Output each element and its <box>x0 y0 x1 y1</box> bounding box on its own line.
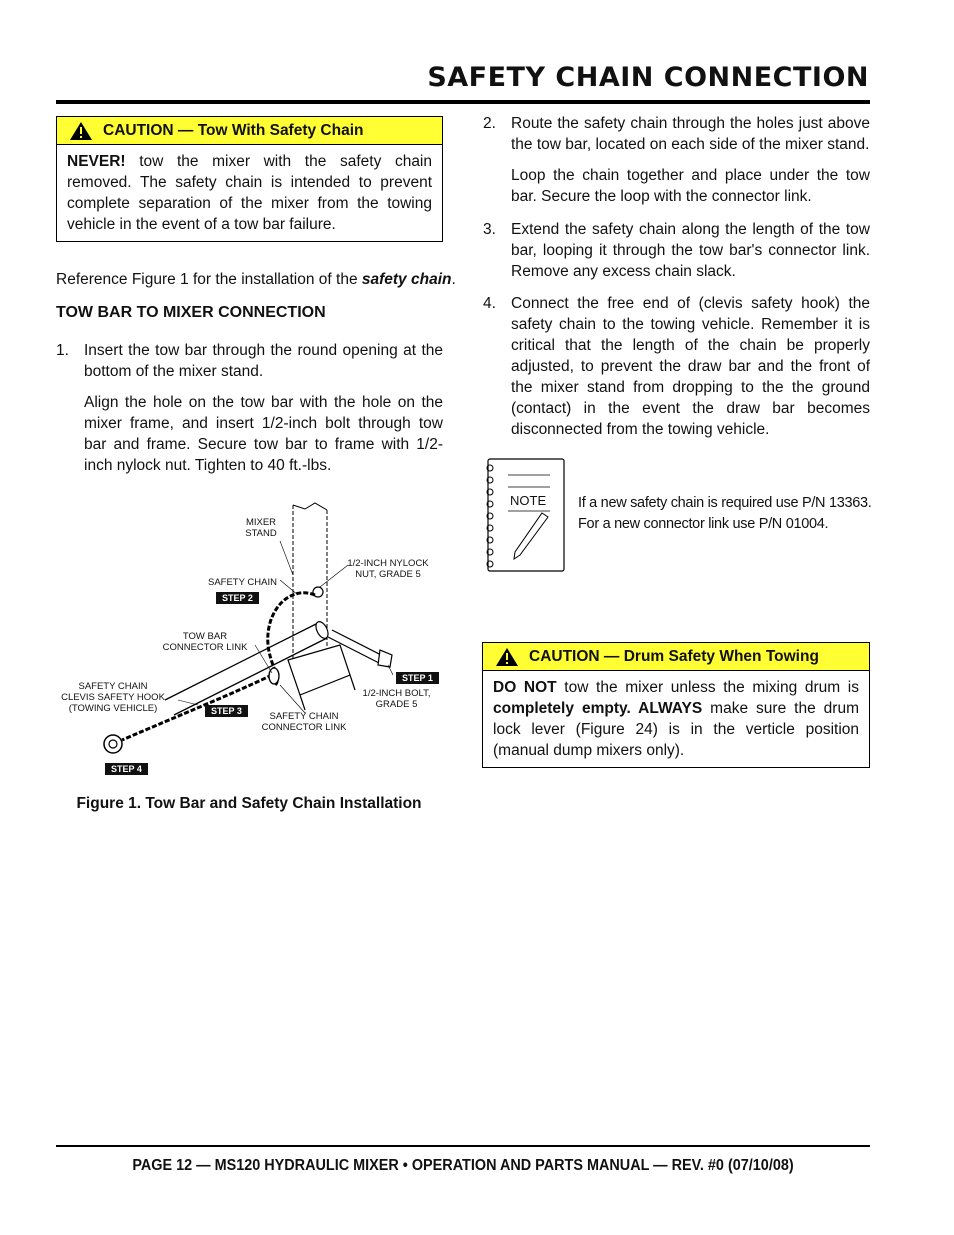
label-clevis-hook <box>52 681 174 714</box>
note-text <box>578 493 872 535</box>
label-line: TOW BAR <box>182 631 228 642</box>
label-connector-link <box>254 711 354 733</box>
figure-1 <box>50 495 450 785</box>
section-heading: TOW BAR TO MIXER CONNECTION <box>56 304 326 321</box>
label-safety-chain <box>200 577 285 588</box>
label-line: STAND <box>245 528 277 539</box>
label-line: CONNECTOR LINK <box>261 722 347 733</box>
warning-icon <box>495 647 519 667</box>
caution-header <box>483 643 869 671</box>
step-3 <box>483 219 870 282</box>
step-text-2: Align the hole on the tow bar with the hole on the mixer frame, and insert 1/2-inch bolt through tow bar and frame. Secure tow bar to frame with 1/2-inch nylock nut. Tighten to 40 ft.-lbs. <box>84 394 443 474</box>
step-4 <box>483 293 870 440</box>
label-line: CONNECTOR LINK <box>162 642 248 653</box>
step-number: 1. <box>56 342 69 359</box>
caution-body <box>57 145 442 241</box>
caution-lead: DO NOT <box>493 679 557 696</box>
title-rule <box>56 100 870 104</box>
step-number: 3. <box>483 221 496 238</box>
step-1 <box>56 340 443 476</box>
warning-icon <box>69 121 93 141</box>
caution-body <box>483 671 869 767</box>
caution-drum-safety <box>482 642 870 768</box>
label-line: MIXER <box>245 517 277 528</box>
step-number: 2. <box>483 115 496 132</box>
reference-emphasis: safety chain <box>361 271 452 288</box>
label-line: SAFETY CHAIN <box>208 577 277 588</box>
step-3-badge: STEP 3 <box>205 705 248 717</box>
step-2-badge: STEP 2 <box>216 592 259 604</box>
step-number: 4. <box>483 295 496 312</box>
label-line: 1/2-INCH BOLT, <box>362 688 431 699</box>
label-line: SAFETY CHAIN <box>269 711 339 722</box>
caution-tow-safety-chain <box>56 116 443 242</box>
step-text: Extend the safety chain along the length of the tow bar, looping it through the tow bar's connector link. Remove any excess chain slack. <box>511 221 870 280</box>
page-title: SAFETY CHAIN CONNECTION <box>427 62 869 93</box>
label-nylock-nut <box>338 558 438 580</box>
notepad-icon <box>482 457 566 573</box>
reference-end: . <box>451 271 456 288</box>
reference-lead: Reference Figure 1 for the installation of the <box>56 271 362 288</box>
caution-emphasis: completely empty. ALWAYS <box>493 700 703 717</box>
note-line: If a new safety chain is required use P/N 13363. <box>578 495 872 511</box>
label-line: SAFETY CHAIN <box>78 681 148 692</box>
label-line: (TOWING VEHICLE) <box>68 703 158 714</box>
caution-text-2: make sure the drum lock lever (Figure 24) is in the verticle position (manual dump mixers only). <box>493 700 859 759</box>
label-line: GRADE 5 <box>375 699 418 710</box>
caution-title: CAUTION — Tow With Safety Chain <box>103 121 364 139</box>
step-1-badge: STEP 1 <box>396 672 439 684</box>
page-footer: PAGE 12 — MS120 HYDRAULIC MIXER • OPERATION AND PARTS MANUAL — REV. #0 (07/10/08) <box>132 1157 794 1174</box>
caution-header <box>57 117 442 145</box>
label-mixer-stand <box>235 517 287 539</box>
reference-text <box>56 269 456 290</box>
caution-title: CAUTION — Drum Safety When Towing <box>529 647 819 665</box>
note-line: For a new connector link use P/N 01004. <box>578 516 829 532</box>
step-text-2: Loop the chain together and place under the tow bar. Secure the loop with the connector link. <box>511 167 870 205</box>
step-text: Connect the free end of (clevis safety hook) the safety chain to the towing vehicle. Remember it is critical that the length of the chain be properly adjusted, to prevent the draw bar and the front of the mixer stand from dropping to the the ground (contact) in the event the draw bar becomes disconnected from the towing vehicle. <box>511 295 870 438</box>
step-4-badge: STEP 4 <box>105 763 148 775</box>
label-line: NUT, GRADE 5 <box>355 569 421 580</box>
note-label: NOTE <box>510 493 547 508</box>
caution-text: tow the mixer with the safety chain removed. The safety chain is intended to prevent complete separation of the mixer from the towing vehicle in the event of a tow bar failure. <box>67 153 432 233</box>
step-text: Insert the tow bar through the round opening at the bottom of the mixer stand. <box>84 342 443 380</box>
label-line: 1/2-INCH NYLOCK <box>347 558 429 569</box>
figure-caption: Figure 1. Tow Bar and Safety Chain Installation <box>76 795 422 812</box>
footer-rule <box>56 1145 870 1147</box>
caution-text: tow the mixer unless the mixing drum is <box>556 679 860 696</box>
label-bolt <box>350 688 443 710</box>
note-icon <box>482 457 566 573</box>
label-line: CLEVIS SAFETY HOOK <box>61 692 165 703</box>
step-2 <box>483 113 870 207</box>
step-text: Route the safety chain through the holes just above the tow bar, located on each side of the mixer stand. <box>511 115 870 153</box>
caution-lead: NEVER! <box>67 153 126 170</box>
label-tow-bar-link <box>155 631 255 653</box>
